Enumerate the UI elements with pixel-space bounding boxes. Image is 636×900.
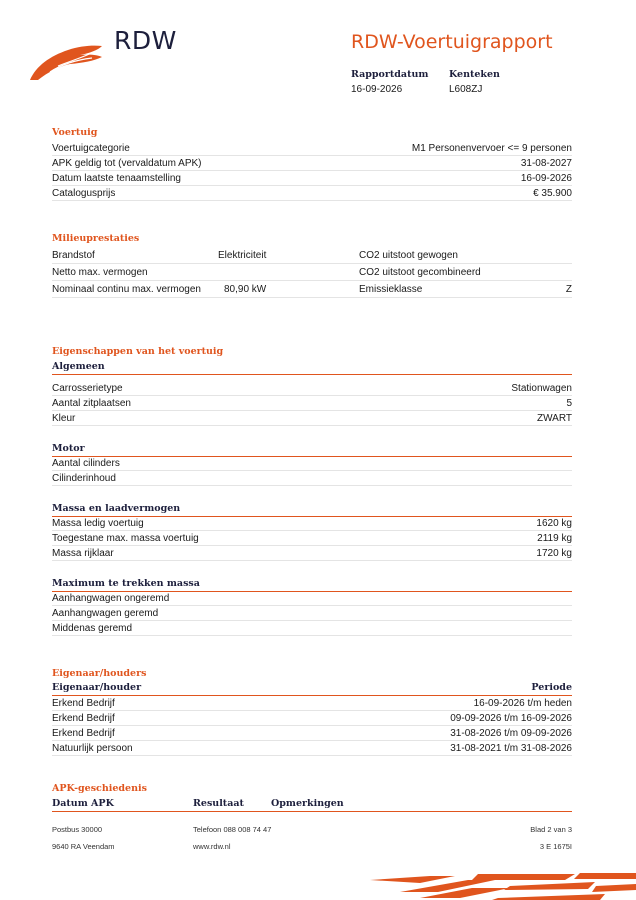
footer-website: www.rdw.nl [193, 842, 231, 851]
row-value: 31-08-2027 [520, 157, 572, 169]
table-row [52, 396, 572, 411]
table-row [52, 156, 572, 171]
row-label: Catalogusprijs [52, 187, 116, 199]
row-value: M1 Personenvervoer <= 9 personen [411, 142, 572, 154]
row-value: 16-09-2026 t/m heden [473, 697, 572, 709]
row-label: CO2 uitstoot gewogen [359, 250, 458, 261]
row-value: Elektriciteit [218, 250, 267, 261]
footer-address-line1: Postbus 30000 [52, 825, 103, 834]
row-value: 1720 kg [536, 547, 572, 559]
column-header-apk-date: Datum APK [52, 798, 114, 809]
row-label: Nominaal continu max. vermogen [52, 284, 201, 295]
row-label: Brandstof [52, 250, 95, 261]
report-date-value: 16-09-2026 [351, 84, 403, 95]
row-label: Kleur [52, 412, 76, 424]
section-apk-title: APK-geschiedenis [52, 783, 147, 794]
column-header-result: Resultaat [193, 798, 244, 809]
row-label: Carrosserietype [52, 382, 123, 394]
row-label: Aantal zitplaatsen [52, 397, 131, 409]
row-value: 80,90 kW [224, 284, 267, 295]
table-row [52, 711, 572, 726]
row-label: Datum laatste tenaamstelling [52, 172, 181, 184]
logo-wordmark: RDW [114, 26, 177, 55]
row-label: Erkend Bedrijf [52, 697, 115, 709]
column-header-owner: Eigenaar/houder [52, 682, 142, 693]
divider [52, 374, 572, 375]
row-label: Massa rijklaar [52, 547, 114, 559]
table-row [52, 381, 572, 396]
row-label: Natuurlijk persoon [52, 742, 133, 754]
row-label: Erkend Bedrijf [52, 712, 115, 724]
row-label: Netto max. vermogen [52, 267, 148, 278]
table-row [52, 411, 572, 426]
decorative-stripes-icon [360, 870, 636, 900]
row-value: 31-08-2021 t/m 31-08-2026 [450, 742, 572, 754]
subsection-algemeen-title: Algemeen [52, 361, 105, 372]
table-row [52, 281, 572, 298]
table-row [52, 606, 572, 621]
table-row [52, 726, 572, 741]
table-row [52, 621, 572, 636]
table-row [52, 591, 572, 606]
row-label: Aantal cilinders [52, 457, 120, 469]
section-voertuig-title: Voertuig [52, 127, 98, 138]
plate-value: L608ZJ [449, 84, 483, 95]
row-label: Aanhangwagen geremd [52, 607, 159, 619]
row-label: Middenas geremd [52, 622, 133, 634]
subsection-trekken-title: Maximum te trekken massa [52, 578, 200, 589]
table-row [52, 186, 572, 201]
footer-address-line2: 9640 RA Veendam [52, 842, 115, 851]
footer-page-number: Blad 2 van 3 [530, 825, 572, 834]
table-row [52, 171, 572, 186]
row-label: Erkend Bedrijf [52, 727, 115, 739]
row-value: 09-09-2026 t/m 16-09-2026 [450, 712, 572, 724]
table-row [52, 546, 572, 561]
row-value: ZWART [537, 412, 572, 424]
row-value: 5 [566, 397, 572, 409]
row-value: 16-09-2026 [520, 172, 572, 184]
table-row [52, 247, 572, 264]
row-value: Z [565, 284, 572, 295]
footer-document-code: 3 E 1675I [539, 842, 572, 851]
section-milieu-title: Milieuprestaties [52, 233, 140, 244]
row-value: 2119 kg [537, 532, 572, 544]
table-row [52, 141, 572, 156]
row-label: Aanhangwagen ongeremd [52, 592, 170, 604]
row-label: Voertuigcategorie [52, 142, 130, 154]
row-label: Massa ledig voertuig [52, 517, 144, 529]
section-eigenaar-title: Eigenaar/houders [52, 668, 147, 679]
table-row [52, 471, 572, 486]
table-row [52, 264, 572, 281]
report-date-label: Rapportdatum [351, 69, 429, 80]
section-eigenschappen-title: Eigenschappen van het voertuig [52, 346, 224, 357]
subsection-motor-title: Motor [52, 443, 85, 454]
table-row [52, 741, 572, 756]
divider [52, 811, 572, 812]
table-row [52, 516, 572, 531]
rdw-logo-icon [28, 36, 108, 82]
row-value: € 35.900 [533, 187, 572, 199]
table-row [52, 696, 572, 711]
row-label: Cilinderinhoud [52, 472, 116, 484]
report-title: RDW-Voertuigrapport [351, 31, 553, 53]
row-label: Toegestane max. massa voertuig [52, 532, 199, 544]
table-row [52, 456, 572, 471]
row-label: APK geldig tot (vervaldatum APK) [52, 157, 202, 169]
row-value: 31-08-2026 t/m 09-09-2026 [450, 727, 572, 739]
row-label: CO2 uitstoot gecombineerd [359, 267, 481, 278]
column-header-period: Periode [531, 682, 572, 693]
footer-phone: Telefoon 088 008 74 47 [193, 825, 272, 834]
row-value: 1620 kg [536, 517, 572, 529]
subsection-massa-title: Massa en laadvermogen [52, 503, 181, 514]
row-value: Stationwagen [511, 382, 572, 394]
table-row [52, 531, 572, 546]
plate-label: Kenteken [449, 69, 500, 80]
row-label: Emissieklasse [359, 284, 423, 295]
column-header-remarks: Opmerkingen [271, 798, 344, 809]
